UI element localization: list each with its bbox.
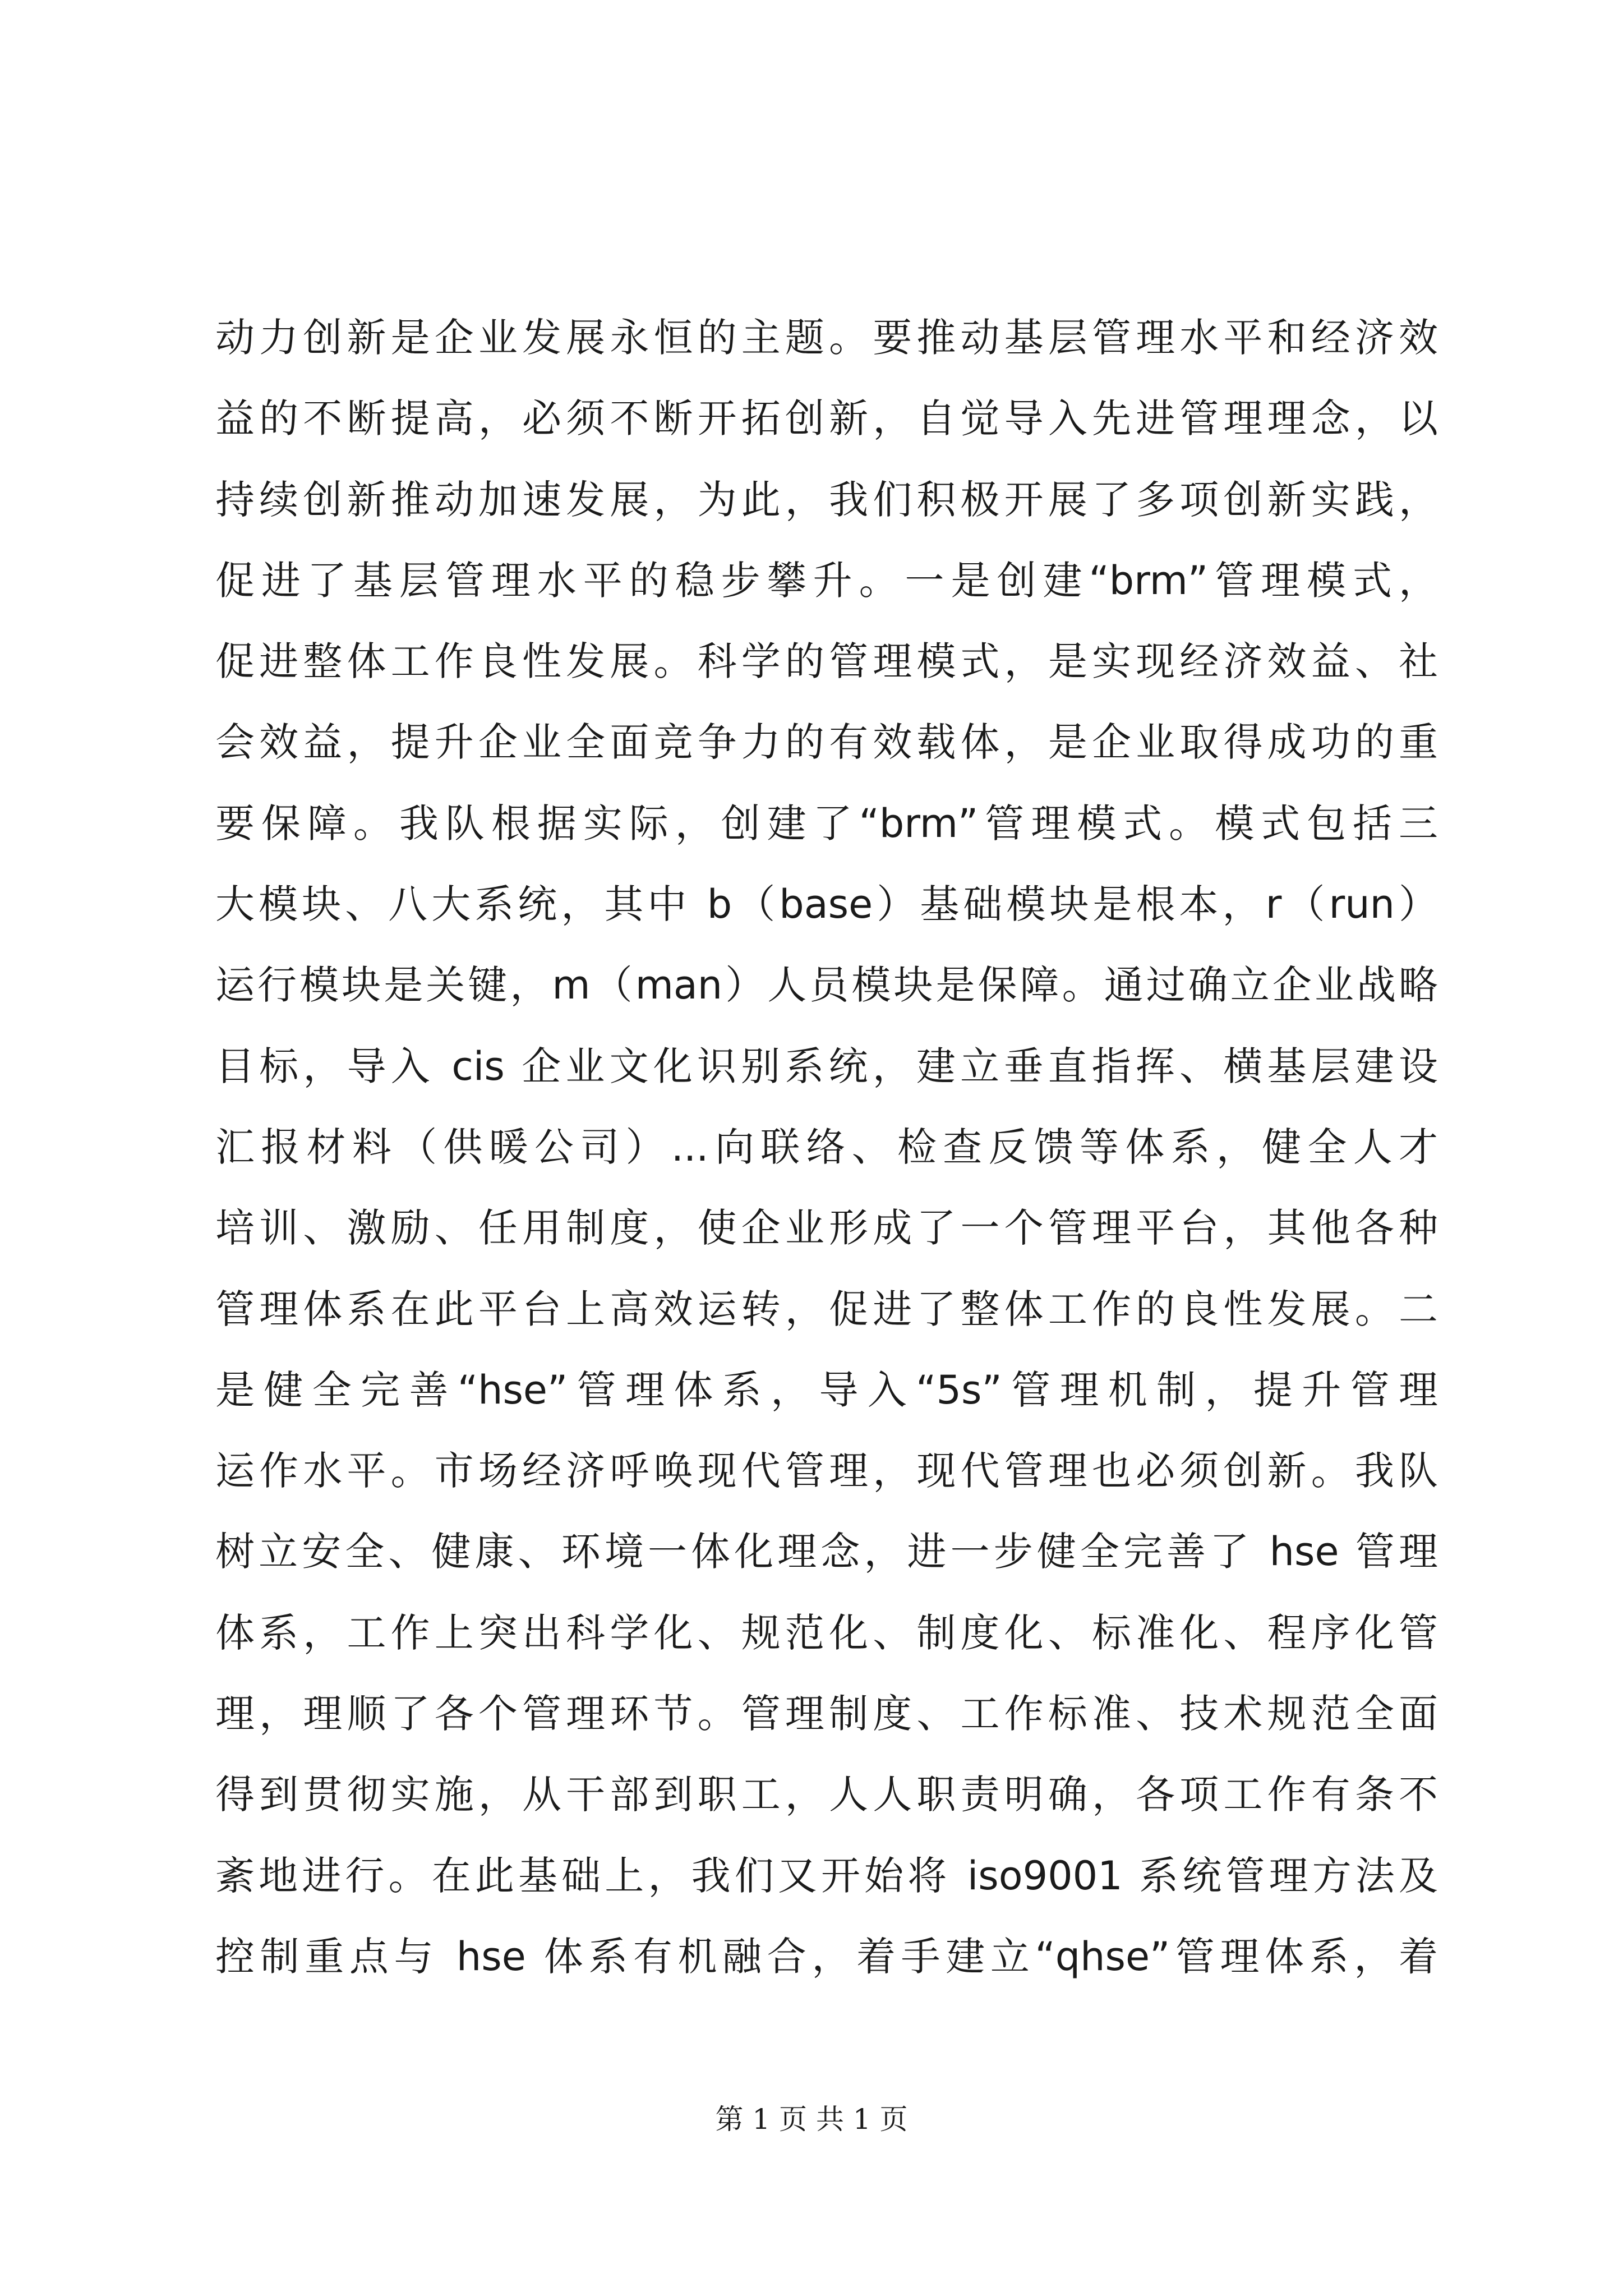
text-line: 目标，导入 cis 企业文化识别系统，建立垂直指挥、横基层建设 bbox=[215, 1043, 1438, 1089]
text-line: 理，理顺了各个管理环节。管理制度、工作标准、技术规范全面 bbox=[215, 1691, 1438, 1737]
text-line: 紊地进行。在此基础上，我们又开始将 iso9001 系统管理方法及 bbox=[215, 1852, 1438, 1899]
text-line: 要保障。我队根据实际，创建了“brm”管理模式。模式包括三 bbox=[215, 800, 1438, 846]
text-line: 运行模块是关键，m（man）人员模块是保障。通过确立企业战略 bbox=[215, 962, 1438, 1009]
text-line: 大模块、八大系统，其中 b（base）基础模块是根本，r（run） bbox=[215, 881, 1438, 928]
text-line: 是健全完善“hse”管理体系，导入“5s”管理机制，提升管理 bbox=[215, 1366, 1438, 1413]
body-text bbox=[215, 297, 1438, 1997]
text-line: 益的不断提高，必须不断开拓创新，自觉导入先进管理理念，以 bbox=[215, 395, 1438, 442]
text-line: 管理体系在此平台上高效运转，促进了整体工作的良性发展。二 bbox=[215, 1286, 1438, 1332]
text-line: 运作水平。市场经济呼唤现代管理，现代管理也必须创新。我队 bbox=[215, 1448, 1438, 1494]
text-line: 汇报材料（供暖公司）...向联络、检查反馈等体系，健全人才 bbox=[215, 1124, 1438, 1170]
text-line: 促进整体工作良性发展。科学的管理模式，是实现经济效益、社 bbox=[215, 638, 1438, 685]
text-line: 会效益，提升企业全面竞争力的有效载体，是企业取得成功的重 bbox=[215, 719, 1438, 766]
text-line: 培训、激励、任用制度，使企业形成了一个管理平台，其他各种 bbox=[215, 1205, 1438, 1251]
text-line: 得到贯彻实施，从干部到职工，人人职责明确，各项工作有条不 bbox=[215, 1772, 1438, 1818]
text-line: 动力创新是企业发展永恒的主题。要推动基层管理水平和经济效 bbox=[215, 315, 1438, 361]
page-footer: 第 1 页 共 1 页 bbox=[715, 2103, 908, 2136]
text-line: 体系，工作上突出科学化、规范化、制度化、标准化、程序化管 bbox=[215, 1609, 1438, 1656]
text-line: 树立安全、健康、环境一体化理念，进一步健全完善了 hse 管理 bbox=[215, 1529, 1438, 1575]
text-line: 持续创新推动加速发展，为此，我们积极开展了多项创新实践， bbox=[215, 476, 1438, 523]
text-line: 促进了基层管理水平的稳步攀升。一是创建“brm”管理模式， bbox=[215, 557, 1438, 604]
text-line: 控制重点与 hse 体系有机融合，着手建立“qhse”管理体系，着 bbox=[215, 1933, 1438, 1980]
